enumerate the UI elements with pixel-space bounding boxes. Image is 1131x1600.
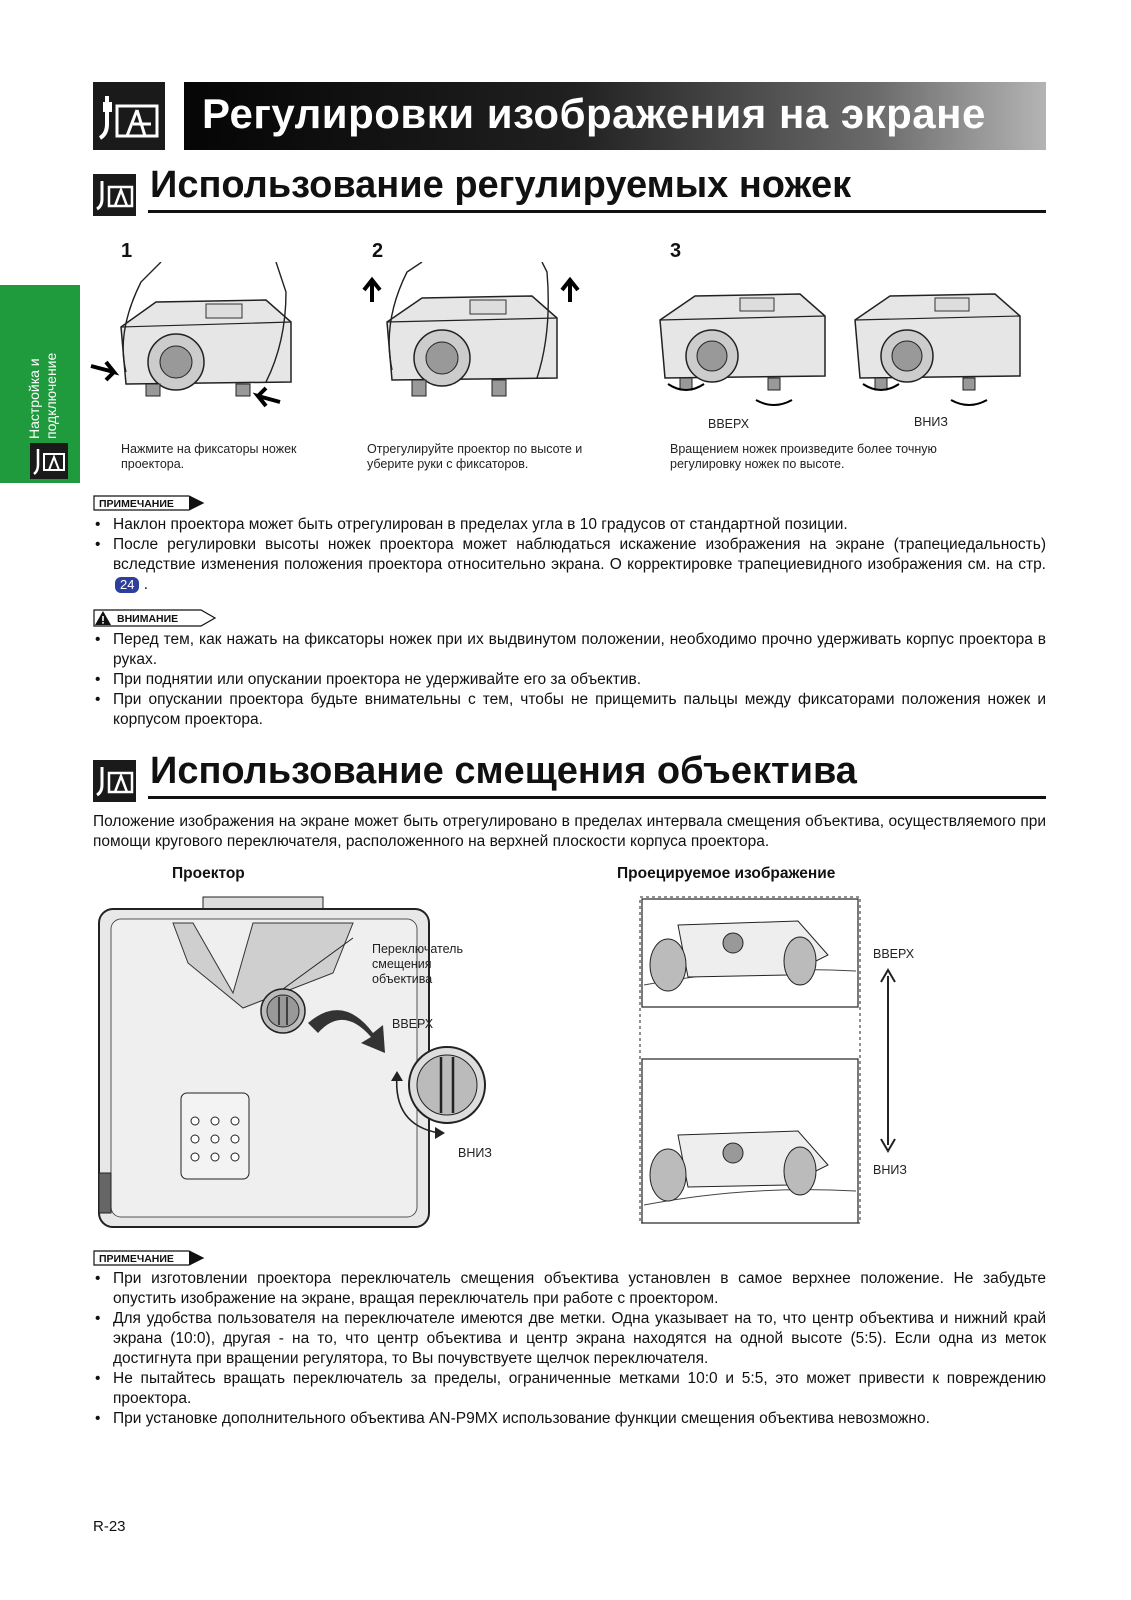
note-item: • Для удобства пользователя на переключателе имеются две метки. Одна указывает на то, что центр объектива и нижний край экрана (10:0), другая - на то, что центр объектива и центр экрана находятся на одной высоте (5:5). Если одна из меток достигнута при вращении регулятора, то Вы почувствуете щелчок переключателя. [93, 1309, 1046, 1369]
section-heading-lens-shift: Использование смещения объектива [150, 750, 857, 792]
section-rule [148, 796, 1046, 799]
page-number: R-23 [93, 1518, 126, 1535]
note-item: • Не пытайтесь вращать переключатель за пределы, ограниченные метками 10:0 и 5:5, это может привести к повреждению проектора. [93, 1369, 1046, 1409]
step-caption-1 [121, 442, 351, 472]
side-tab-line2: подключение [43, 352, 59, 439]
page-reference-link[interactable]: 24 [115, 577, 139, 593]
notes-list-2 [93, 1269, 1046, 1429]
caption-line: регулировку ножек по высоте. [670, 457, 845, 471]
illustration-step-1 [86, 262, 316, 432]
label-up-step3: ВВЕРХ [708, 417, 750, 431]
notes-list-1 [93, 515, 1046, 595]
note-item: • При изготовлении проектора переключатель смещения объектива установлен в самое верхнее положение. Не забудьте опустить изображение на экране, вращая переключатель при работе с проектором. [93, 1269, 1046, 1309]
caution-item: • Перед тем, как нажать на фиксаторы ножек при их выдвинутом положении, необходимо прочно удерживать корпус проектора в руках. [93, 630, 1046, 670]
label-down-dial: ВНИЗ [458, 1146, 492, 1160]
caption-line: уберите руки с фиксаторов. [367, 457, 529, 471]
section-icon-legs [93, 174, 136, 216]
lens-shift-switch-label [372, 942, 463, 987]
caution-label: ВНИМАНИЕ [117, 613, 179, 625]
note-item: • Наклон проектора может быть отрегулирован в пределах угла в 10 градусов от стандартной позиции. [93, 515, 1046, 535]
caption-line: Вращением ножек произведите более точную [670, 442, 937, 456]
switch-label-line: смещения [372, 957, 432, 971]
caption-line: проектора. [121, 457, 185, 471]
side-tab [0, 285, 80, 483]
note-item: • При установке дополнительного объектива AN-P9MX использование функции смещения объектива невозможно. [93, 1409, 1046, 1429]
illustration-step-3 [650, 270, 1030, 430]
caption-line: Отрегулируйте проектор по высоте и [367, 442, 583, 456]
side-tab-line1: Настройка и [26, 358, 42, 439]
figure-title-projected-image: Проецируемое изображение [617, 865, 836, 882]
note-label: ПРИМЕЧАНИЕ [99, 498, 174, 510]
step-number-3: 3 [670, 240, 682, 262]
note-badge [93, 1250, 205, 1266]
note-item [93, 535, 1046, 595]
note-text: После регулировки высоты ножек проектора может наблюдаться искажение изображения на экране (трапециедальность) вследствие изменения положения проектора относительно экрана. О корректировке трапециевидного изображения см. на стр. [113, 536, 1046, 573]
setup-icon [30, 443, 68, 479]
projected-frame-bottom [642, 1059, 858, 1223]
caution-badge [93, 609, 218, 627]
lens-shift-dial [385, 1035, 495, 1145]
side-tab-label [26, 309, 60, 439]
page-title: Регулировки изображения на экране [202, 90, 986, 137]
figure-title-projector: Проектор [172, 865, 245, 882]
label-down-image: ВНИЗ [873, 1163, 907, 1177]
section-heading-legs: Использование регулируемых ножек [150, 164, 852, 206]
section-icon-lens-shift [93, 760, 136, 802]
projected-image-diagram [638, 895, 863, 1225]
label-up-dial: ВВЕРХ [392, 1017, 434, 1031]
step-number-1: 1 [121, 240, 133, 262]
caution-item: • При поднятии или опускании проектора не удерживайте его за объектив. [93, 670, 1046, 690]
caution-item: • При опускании проектора будьте внимательны с тем, чтобы не прищемить пальцы между фиксаторами положения ножек и корпусом проектора. [93, 690, 1046, 730]
step-caption-3 [670, 442, 990, 472]
caption-line: Нажмите на фиксаторы ножек [121, 442, 297, 456]
title-bar [184, 82, 1046, 150]
step-number-2: 2 [372, 240, 384, 262]
illustration-step-2 [362, 262, 592, 432]
section-rule [148, 210, 1046, 213]
projected-frame-top [642, 899, 858, 1007]
step-caption-2 [367, 442, 637, 472]
switch-label-line: объектива [372, 972, 433, 986]
up-down-arrow-icon [878, 968, 898, 1153]
label-up-image: ВВЕРХ [873, 947, 915, 961]
intro-paragraph: Положение изображения на экране может быть отрегулировано в пределах интервала смещения объектива, осуществляемого при помощи кругового переключателя, расположенного на верхней плоскости корпуса проектора. [93, 813, 1046, 850]
note-text-tail: . [143, 576, 149, 593]
switch-label-line: Переключатель [372, 942, 463, 956]
label-down-step3: ВНИЗ [914, 415, 948, 429]
caution-list [93, 630, 1046, 730]
title-icon [93, 82, 165, 150]
note-badge [93, 495, 205, 511]
note-label: ПРИМЕЧАНИЕ [99, 1253, 174, 1265]
